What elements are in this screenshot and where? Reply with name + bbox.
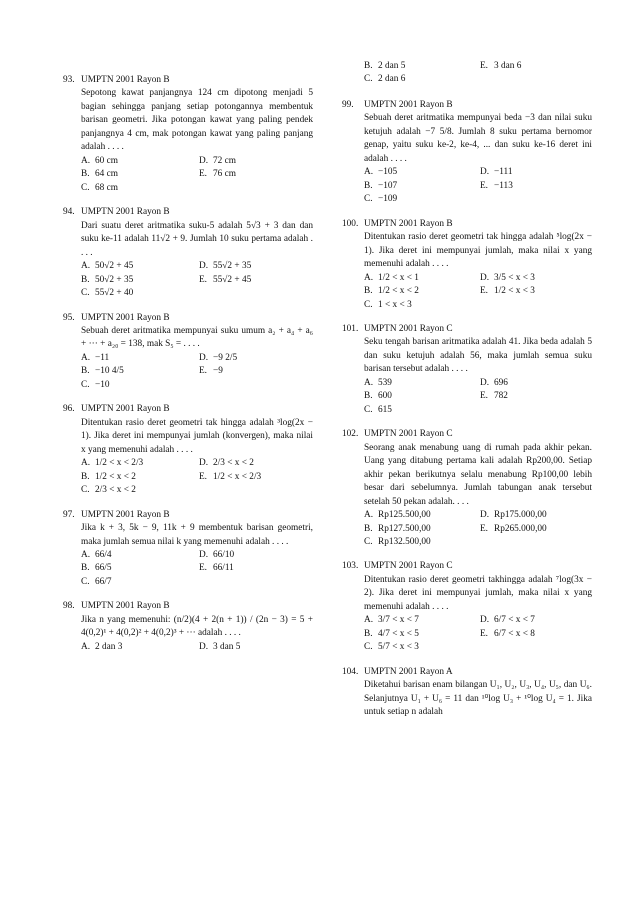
answer-option — [81, 379, 195, 392]
question-header — [342, 560, 592, 573]
answer-option — [81, 549, 195, 562]
answer-option — [81, 365, 195, 378]
option-text: 539 — [378, 377, 392, 388]
option-text: Rp132.500,00 — [378, 537, 431, 547]
answer-option — [364, 390, 476, 403]
question-source: UMPTN 2001 Rayon B — [81, 207, 170, 218]
option-letter: C. — [364, 74, 373, 85]
option-letter: D. — [199, 641, 209, 652]
option-letter: A. — [81, 458, 91, 469]
answer-options — [81, 352, 313, 392]
option-letter: D. — [480, 510, 490, 521]
question-item — [342, 218, 592, 312]
answer-option — [480, 614, 592, 627]
option-text: 2/3 < x < 2 — [213, 458, 254, 469]
option-letter: B. — [81, 471, 90, 482]
option-letter: A. — [81, 550, 91, 560]
option-letter: D. — [199, 155, 209, 166]
answer-option — [480, 272, 592, 285]
question-source: UMPTN 2001 Rayon B — [81, 75, 170, 85]
question-stem: Seorang anak menabung uang di rumah pada akhir pekan. Uang yang ditabung pertama kali adalah Rp200,00. Setiap akhir pekan berikutnya selalu menabung Rp100,00 lebih besar dari sebelumnya. Jumlah tabungan anak tersebut setelah 50 pekan adalah. . . . — [364, 442, 592, 507]
question-header — [342, 323, 592, 336]
question-stem: Sepotong kawat panjangnya 124 cm dipotong menjadi 5 bagian sehingga panjang setiap potongannya membentuk barisan geometri. Jika potongan kawat yang paling pendek panjangnya 4 cm, mak potongan kawat yang paling panjang adalah . . . . — [81, 88, 313, 153]
answer-option — [81, 274, 195, 287]
option-text: −105 — [378, 167, 398, 178]
option-letter: C. — [364, 537, 373, 547]
option-text: 66/11 — [213, 563, 234, 574]
option-letter: E. — [480, 180, 489, 191]
option-text: 60 cm — [95, 155, 118, 166]
option-letter: C. — [81, 288, 90, 299]
option-letter: B. — [364, 391, 373, 402]
question-stem: Ditentukan rasio deret geometri tak hingga adalah ³log(2x − 1). Jika deret ini mempunyai jumlah (konvergen), maka nilai x yang memenuhi adalah . . . . — [81, 417, 313, 455]
answer-option — [81, 562, 195, 575]
answer-option — [364, 641, 476, 654]
option-letter: E. — [480, 286, 489, 297]
question-source: UMPTN 2001 Rayon B — [364, 218, 453, 229]
answer-option — [364, 628, 476, 641]
question-source: UMPTN 2001 Rayon B — [364, 99, 453, 110]
answer-option — [364, 299, 476, 312]
option-text: 2/3 < x < 2 — [95, 485, 136, 496]
question-number: 102. — [342, 429, 359, 440]
option-letter: B. — [81, 274, 90, 285]
question-header — [63, 74, 313, 87]
question-source: UMPTN 2001 Rayon C — [364, 429, 453, 440]
option-text: Rp127.500,00 — [378, 523, 431, 534]
option-text: 600 — [378, 391, 392, 402]
answer-option — [199, 274, 313, 287]
answer-option — [81, 471, 195, 484]
question-number: 103. — [342, 561, 359, 572]
question-stem: Dari suatu deret aritmatika suku-5 adalah 5√3 + 3 dan dan suku ke-11 adalah 11√2 + 9. Jumlah 10 suku pertama adalah . . . . — [81, 220, 313, 258]
option-text: Rp175.000,00 — [494, 510, 547, 521]
option-text: 64 cm — [95, 169, 118, 180]
answer-option — [81, 641, 195, 654]
question-source: UMPTN 2001 Rayon C — [364, 323, 453, 334]
answer-options — [81, 641, 313, 654]
option-letter: A. — [364, 377, 374, 388]
option-text: 1/2 < x < 2 — [95, 471, 136, 482]
question-source: UMPTN 2001 Rayon B — [81, 312, 170, 323]
question-item — [342, 560, 592, 654]
answer-option — [480, 166, 592, 179]
option-text: 2 dan 3 — [95, 641, 123, 652]
option-text: 1/2 < x < 3 — [494, 286, 535, 297]
question-header — [342, 218, 592, 231]
option-letter: D. — [480, 615, 490, 626]
option-letter: C. — [364, 194, 373, 205]
option-text: 696 — [494, 377, 508, 388]
question-number: 96. — [63, 404, 75, 415]
question-number: 100. — [342, 218, 359, 229]
answer-options — [81, 549, 313, 589]
option-text: −9 — [213, 366, 223, 377]
option-text: 76 cm — [213, 169, 236, 180]
question-item — [63, 74, 313, 195]
option-text: 2 dan 5 — [378, 61, 406, 71]
answer-option — [81, 182, 195, 195]
answer-option — [364, 180, 476, 193]
question-source: UMPTN 2001 Rayon C — [364, 561, 453, 572]
option-text: 6/7 < x < 8 — [494, 628, 535, 639]
option-letter: A. — [81, 641, 91, 652]
answer-options — [364, 614, 592, 654]
option-letter: C. — [81, 379, 90, 390]
option-letter: E. — [199, 563, 208, 574]
option-letter: A. — [81, 155, 91, 166]
question-header — [63, 206, 313, 219]
answer-option — [364, 509, 476, 522]
option-letter: B. — [364, 61, 373, 71]
answer-option — [364, 404, 476, 417]
option-letter: C. — [81, 485, 90, 496]
question-header — [63, 403, 313, 416]
option-letter: D. — [199, 550, 209, 560]
question-number: 94. — [63, 207, 75, 218]
option-text: 5/7 < x < 3 — [378, 642, 419, 653]
option-letter: B. — [81, 563, 90, 574]
option-text: 1/2 < x < 2/3 — [213, 471, 262, 482]
option-letter: E. — [480, 61, 489, 71]
answer-option — [480, 180, 592, 193]
option-letter: C. — [364, 642, 373, 653]
answer-option — [480, 390, 592, 403]
option-text: 3/7 < x < 7 — [378, 615, 419, 626]
option-text: 3 dan 5 — [213, 641, 241, 652]
option-text: 1/2 < x < 1 — [378, 272, 419, 283]
answer-option — [81, 260, 195, 273]
question-item — [342, 99, 592, 207]
option-text: 615 — [378, 404, 392, 415]
question-number: 95. — [63, 312, 75, 323]
question-item — [63, 206, 313, 300]
option-letter: C. — [81, 576, 90, 587]
answer-option — [81, 287, 195, 300]
question-number: 98. — [63, 601, 75, 612]
answer-option — [199, 260, 313, 273]
option-text: 1/2 < x < 2 — [378, 286, 419, 297]
answer-option — [364, 166, 476, 179]
answer-option — [81, 352, 195, 365]
question-source: UMPTN 2001 Rayon B — [81, 601, 170, 612]
question-number: 101. — [342, 323, 359, 334]
answer-option — [364, 536, 476, 549]
option-text: 68 cm — [95, 182, 118, 193]
option-text: −113 — [494, 180, 513, 191]
question-item — [63, 600, 313, 654]
continued-options — [342, 60, 592, 87]
option-text: −107 — [378, 180, 398, 191]
answer-option — [480, 523, 592, 536]
question-header — [342, 99, 592, 112]
option-letter: E. — [480, 628, 489, 639]
answer-option — [364, 60, 476, 73]
answer-option — [199, 471, 313, 484]
option-letter: D. — [480, 272, 490, 283]
answer-options — [364, 272, 592, 312]
answer-option — [199, 562, 313, 575]
option-letter: D. — [199, 352, 209, 363]
question-number: 104. — [342, 666, 359, 677]
option-text: −111 — [494, 167, 513, 178]
question-number: 93. — [63, 75, 75, 85]
option-letter: E. — [480, 523, 489, 534]
question-source: UMPTN 2001 Rayon A — [364, 666, 453, 677]
answer-option — [199, 365, 313, 378]
answer-option — [364, 193, 476, 206]
question-number: 97. — [63, 509, 75, 520]
question-source: UMPTN 2001 Rayon B — [81, 509, 170, 520]
answer-option — [199, 641, 313, 654]
answer-option — [199, 549, 313, 562]
question-stem: Diketahui barisan enam bilangan U₁, U₂, U₃, U₄, U₅, dan U₆. Selanjutnya U₁ + U₆ = 11 dan ¹⁰log U₃ + ¹⁰log U₄ = 1. Jika untuk setiap n adalah — [364, 680, 592, 718]
answer-option — [199, 457, 313, 470]
answer-option — [364, 523, 476, 536]
question-stem: Ditentukan rasio deret geometri tak hingga adalah ⁵log(2x − 1). Jika deret ini mempunyai jumlah, maka nilai x yang memenuhi adalah . . . . — [364, 232, 592, 270]
option-letter: D. — [480, 167, 490, 178]
answer-option — [81, 168, 195, 181]
question-item — [63, 403, 313, 497]
option-letter: E. — [480, 391, 489, 402]
option-letter: E. — [199, 471, 208, 482]
option-letter: B. — [81, 366, 90, 377]
option-letter: E. — [199, 366, 208, 377]
question-stem: Jika n yang memenuhi: (n/2)(4 + 2(n + 1)) / (2n − 3) = 5 + 4(0,2)¹ + 4(0,2)² + 4(0,2)³ + ··· adalah . . . . — [81, 614, 313, 639]
question-header — [63, 600, 313, 613]
answer-option — [199, 155, 313, 168]
option-letter: B. — [364, 180, 373, 191]
question-header — [63, 312, 313, 325]
option-text: Rp265.000,00 — [494, 523, 547, 534]
question-stem: Seku tengah barisan aritmatika adalah 41. Jika beda adalah 5 dan suku ketujuh adalah 56, maka jumlah semua suku barisan tersebut adalah . . . . — [364, 337, 592, 375]
answer-option — [480, 628, 592, 641]
question-number: 99. — [342, 99, 354, 110]
answer-option — [480, 60, 592, 73]
option-letter: A. — [364, 615, 374, 626]
option-text: 4/7 < x < 5 — [378, 628, 419, 639]
question-item — [342, 428, 592, 549]
option-letter: B. — [364, 628, 373, 639]
question-source: UMPTN 2001 Rayon B — [81, 404, 170, 415]
option-text: 6/7 < x < 7 — [494, 615, 535, 626]
option-letter: A. — [364, 272, 374, 283]
answer-options — [81, 155, 313, 195]
answer-options — [81, 457, 313, 497]
option-text: −10 — [95, 379, 110, 390]
answer-option — [480, 509, 592, 522]
answer-option — [480, 285, 592, 298]
question-stem: Ditentukan rasio deret geometri takhingga adalah ⁷log(3x − 2). Jika deret ini mempunyai jumlah, maka nilai x yang memenuhi adalah . . . . — [364, 574, 592, 612]
answer-option — [364, 285, 476, 298]
answer-option — [364, 377, 476, 390]
option-text: 3/5 < x < 3 — [494, 272, 535, 283]
answer-option — [81, 155, 195, 168]
answer-option — [364, 614, 476, 627]
option-text: 72 cm — [213, 155, 236, 166]
question-stem: Sebuah deret aritmatika mempunyai beda −3 dan nilai suku ketujuh adalah −7 5/8. Jumlah 8 suku pertama bernomor genap, yaitu suku ke-2, ke-4, ... dan suku ke-16 deret ini adalah . . . . — [364, 113, 592, 164]
option-letter: C. — [364, 404, 373, 415]
answer-options — [364, 377, 592, 417]
option-text: −11 — [95, 352, 110, 363]
option-letter: C. — [364, 299, 373, 310]
right-column — [342, 60, 592, 731]
option-text: 1/2 < x < 2/3 — [95, 458, 144, 469]
option-text: 55√2 + 45 — [213, 274, 252, 285]
answer-option — [199, 352, 313, 365]
option-text: 50√2 + 45 — [95, 261, 134, 272]
option-letter: B. — [364, 523, 373, 534]
answer-option — [364, 272, 476, 285]
option-text: Rp125.500,00 — [378, 510, 431, 521]
left-column — [63, 74, 313, 665]
option-text: 50√2 + 35 — [95, 274, 134, 285]
answer-option — [81, 484, 195, 497]
question-item — [342, 666, 592, 720]
option-letter: A. — [364, 167, 374, 178]
question-item — [63, 312, 313, 393]
option-letter: A. — [364, 510, 374, 521]
option-text: 782 — [494, 391, 508, 402]
answer-options — [81, 260, 313, 300]
question-header — [63, 509, 313, 522]
answer-option — [199, 168, 313, 181]
question-header — [342, 666, 592, 679]
question-stem: Jika k + 3, 5k − 9, 11k + 9 membentuk barisan geometri, maka jumlah semua nilai k yang memenuhi adalah . . . . — [81, 523, 313, 547]
question-stem: Sebuah deret aritmatika mempunyai suku umum a₂ + a₄ + a₆ + ··· + a₂₀ = 138, mak S₅ = . . . . — [81, 325, 313, 350]
option-letter: D. — [480, 377, 490, 388]
option-text: 66/7 — [95, 576, 112, 587]
option-text: −109 — [378, 194, 398, 205]
option-text: 66/5 — [95, 563, 112, 574]
option-letter: B. — [364, 286, 373, 297]
question-item — [63, 509, 313, 590]
option-text: 66/4 — [95, 550, 112, 560]
option-text: 66/10 — [213, 550, 235, 560]
option-letter: B. — [81, 169, 90, 180]
option-letter: C. — [81, 182, 90, 193]
option-text: 55√2 + 40 — [95, 288, 134, 299]
option-text: 1 < x < 3 — [378, 299, 412, 310]
answer-option — [364, 73, 476, 86]
option-letter: D. — [199, 261, 209, 272]
option-text: 55√2 + 35 — [213, 261, 252, 272]
option-letter: E. — [199, 169, 208, 180]
answer-option — [81, 457, 195, 470]
option-text: 2 dan 6 — [378, 74, 406, 85]
option-letter: E. — [199, 274, 208, 285]
question-header — [342, 428, 592, 441]
option-letter: D. — [199, 458, 209, 469]
answer-option — [480, 377, 592, 390]
answer-options — [364, 166, 592, 206]
option-text: −10 4/5 — [95, 366, 124, 377]
option-letter: A. — [81, 261, 91, 272]
answer-option — [81, 576, 195, 589]
option-text: −9 2/5 — [213, 352, 238, 363]
option-text: 3 dan 6 — [494, 61, 522, 71]
answer-options — [364, 509, 592, 549]
option-letter: A. — [81, 352, 91, 363]
question-item — [342, 323, 592, 417]
